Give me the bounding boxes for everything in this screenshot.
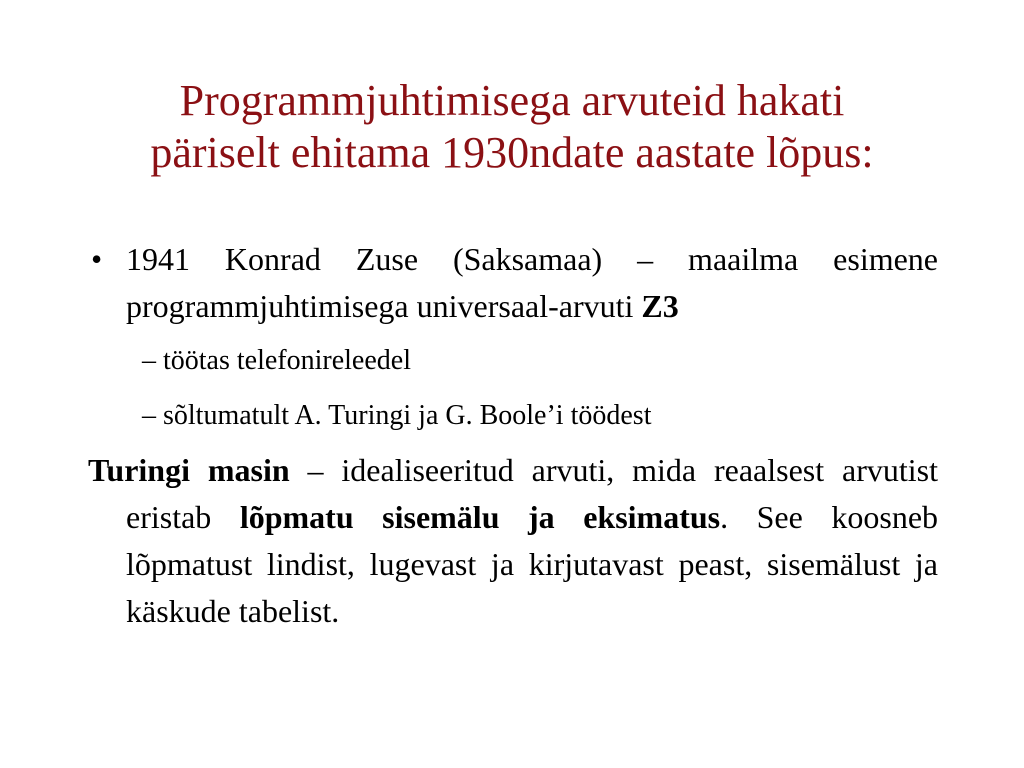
bullet-marker: • [91,241,103,277]
slide-body [88,236,938,635]
subbullet-marker: – [142,345,156,376]
paragraph-text1: – idealiseeritud arvuti, mida reaalsest arvutist eristab [126,452,939,535]
paragraph-bold-mid: lõpmatu sisemälu ja eksimatus [239,499,721,535]
slide-title-line1: Programmjuhtimisega arvuteid hakati [179,76,845,125]
slide-title-line2: päriselt ehitama 1930ndate aastate lõpus: [150,128,874,177]
subbullet-item-1 [142,342,938,380]
bullet-text: 1941 Konrad Zuse (Saksamaa) – maailma esimene programmjuhtimisega universaal-arvuti [126,241,938,324]
slide-title [80,75,944,179]
subbullet-item-2 [142,397,938,435]
paragraph-bold-lead: Turingi masin [88,452,290,488]
paragraph-text2: . See koosneb lõpmatust lindist, lugevast ja kirjutavast peast, sisemälust ja käskude tabelist. [126,499,939,629]
subbullet-text: sõltumatult A. Turingi ja G. Boole’i töödest [163,400,652,431]
subbullet-marker: – [142,400,156,431]
bullet-bold-tail: Z3 [641,288,679,324]
definition-paragraph [88,447,938,635]
bullet-item [88,236,938,330]
subbullet-text: töötas telefonireleedel [163,345,411,376]
